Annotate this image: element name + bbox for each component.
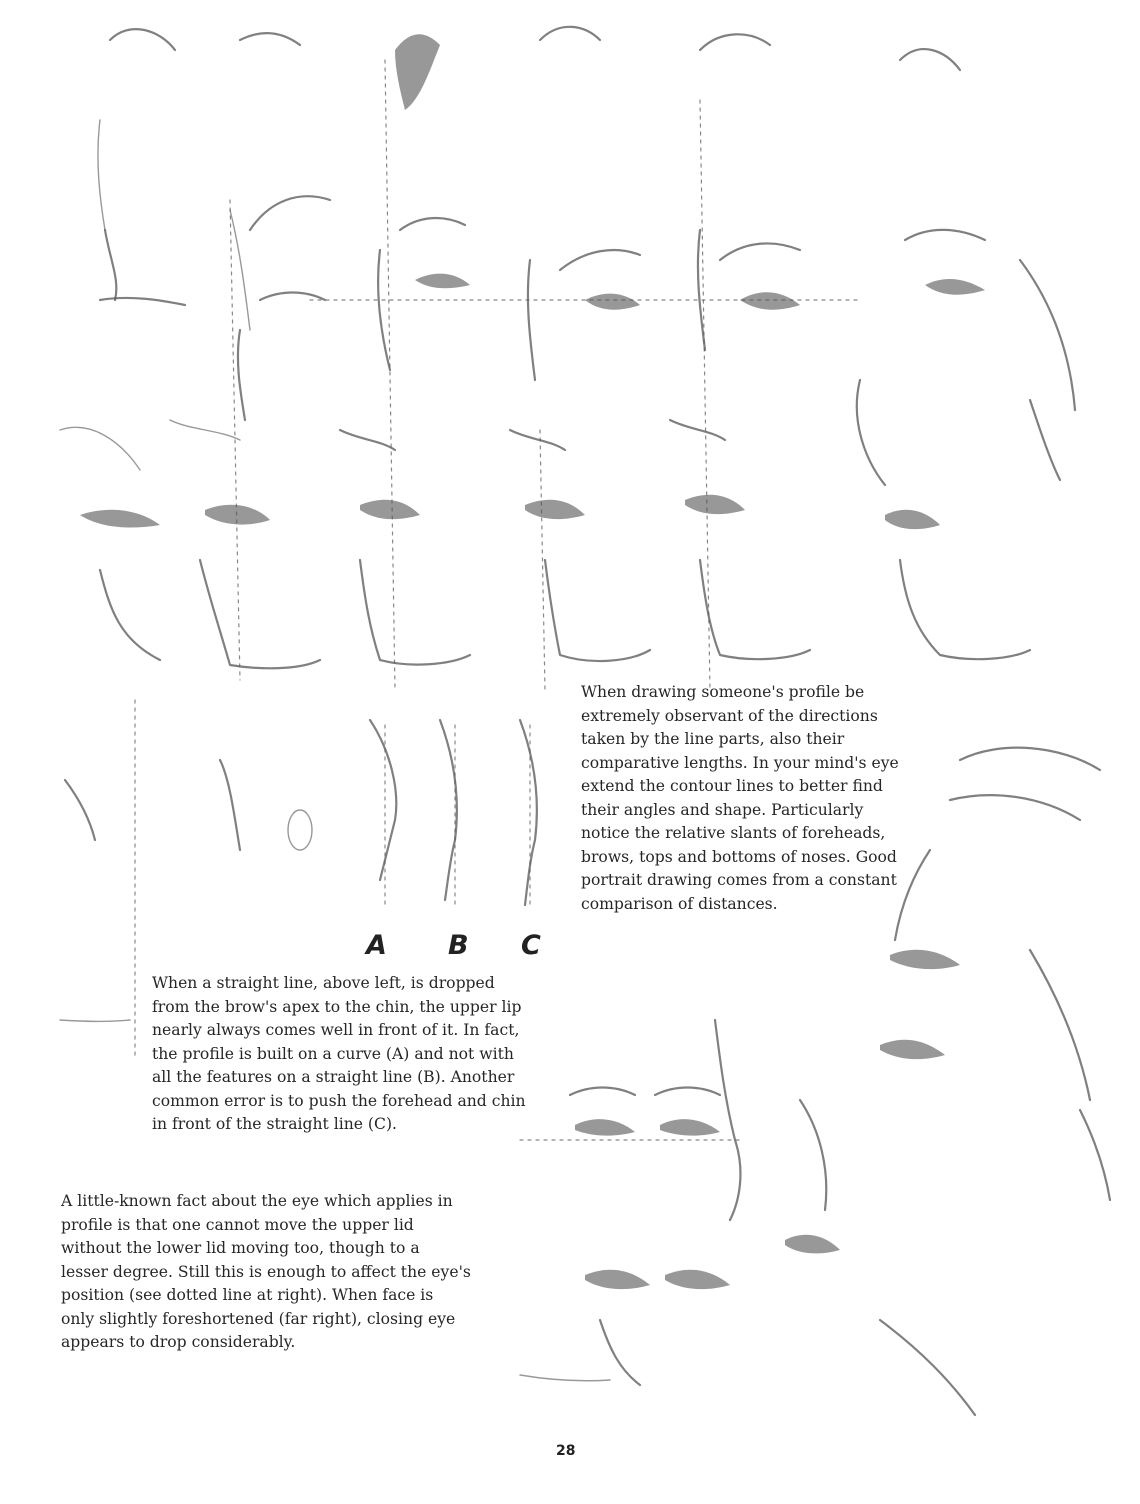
eye-lid-note: A little-known fact about the eye which applies in profile is that one cannot move the upper lid without the lower lid moving too, though to a lesser degree. Still this is enough to affect the eye's position (see dotted line at right). When face is only slightly foreshortened (far right), closing eye appears to drop considerably. <box>61 1192 471 1351</box>
marker-a-label: A <box>366 930 387 961</box>
top-profile-row <box>60 27 1075 690</box>
straight-line-note: When a straight line, above left, is dropped from the brow's apex to the chin, the upper lip nearly always comes well in front of it. In fact, the profile is built on a curve (A) and not with all the features on a straight line (B). Another common error is to push the forehead and chin in front of the straight line (C). <box>152 974 526 1133</box>
profile-observation-note: When drawing someone's profile be extremely observant of the directions taken by the line parts, also their comparative lengths. In your mind's eye extend the contour lines to better find their angles and shape. Particularly notice the relative slants of foreheads, brows, tops and bottoms of noses. Good portrait drawing comes from a constant comparison of distances. <box>581 683 899 913</box>
marker-b-label: B <box>448 930 469 961</box>
bottom-profile-sketches <box>520 1020 975 1415</box>
marker-c-label: C <box>521 930 541 961</box>
right-profile-sketches <box>880 748 1110 1200</box>
page-number: 28 <box>556 1443 576 1459</box>
